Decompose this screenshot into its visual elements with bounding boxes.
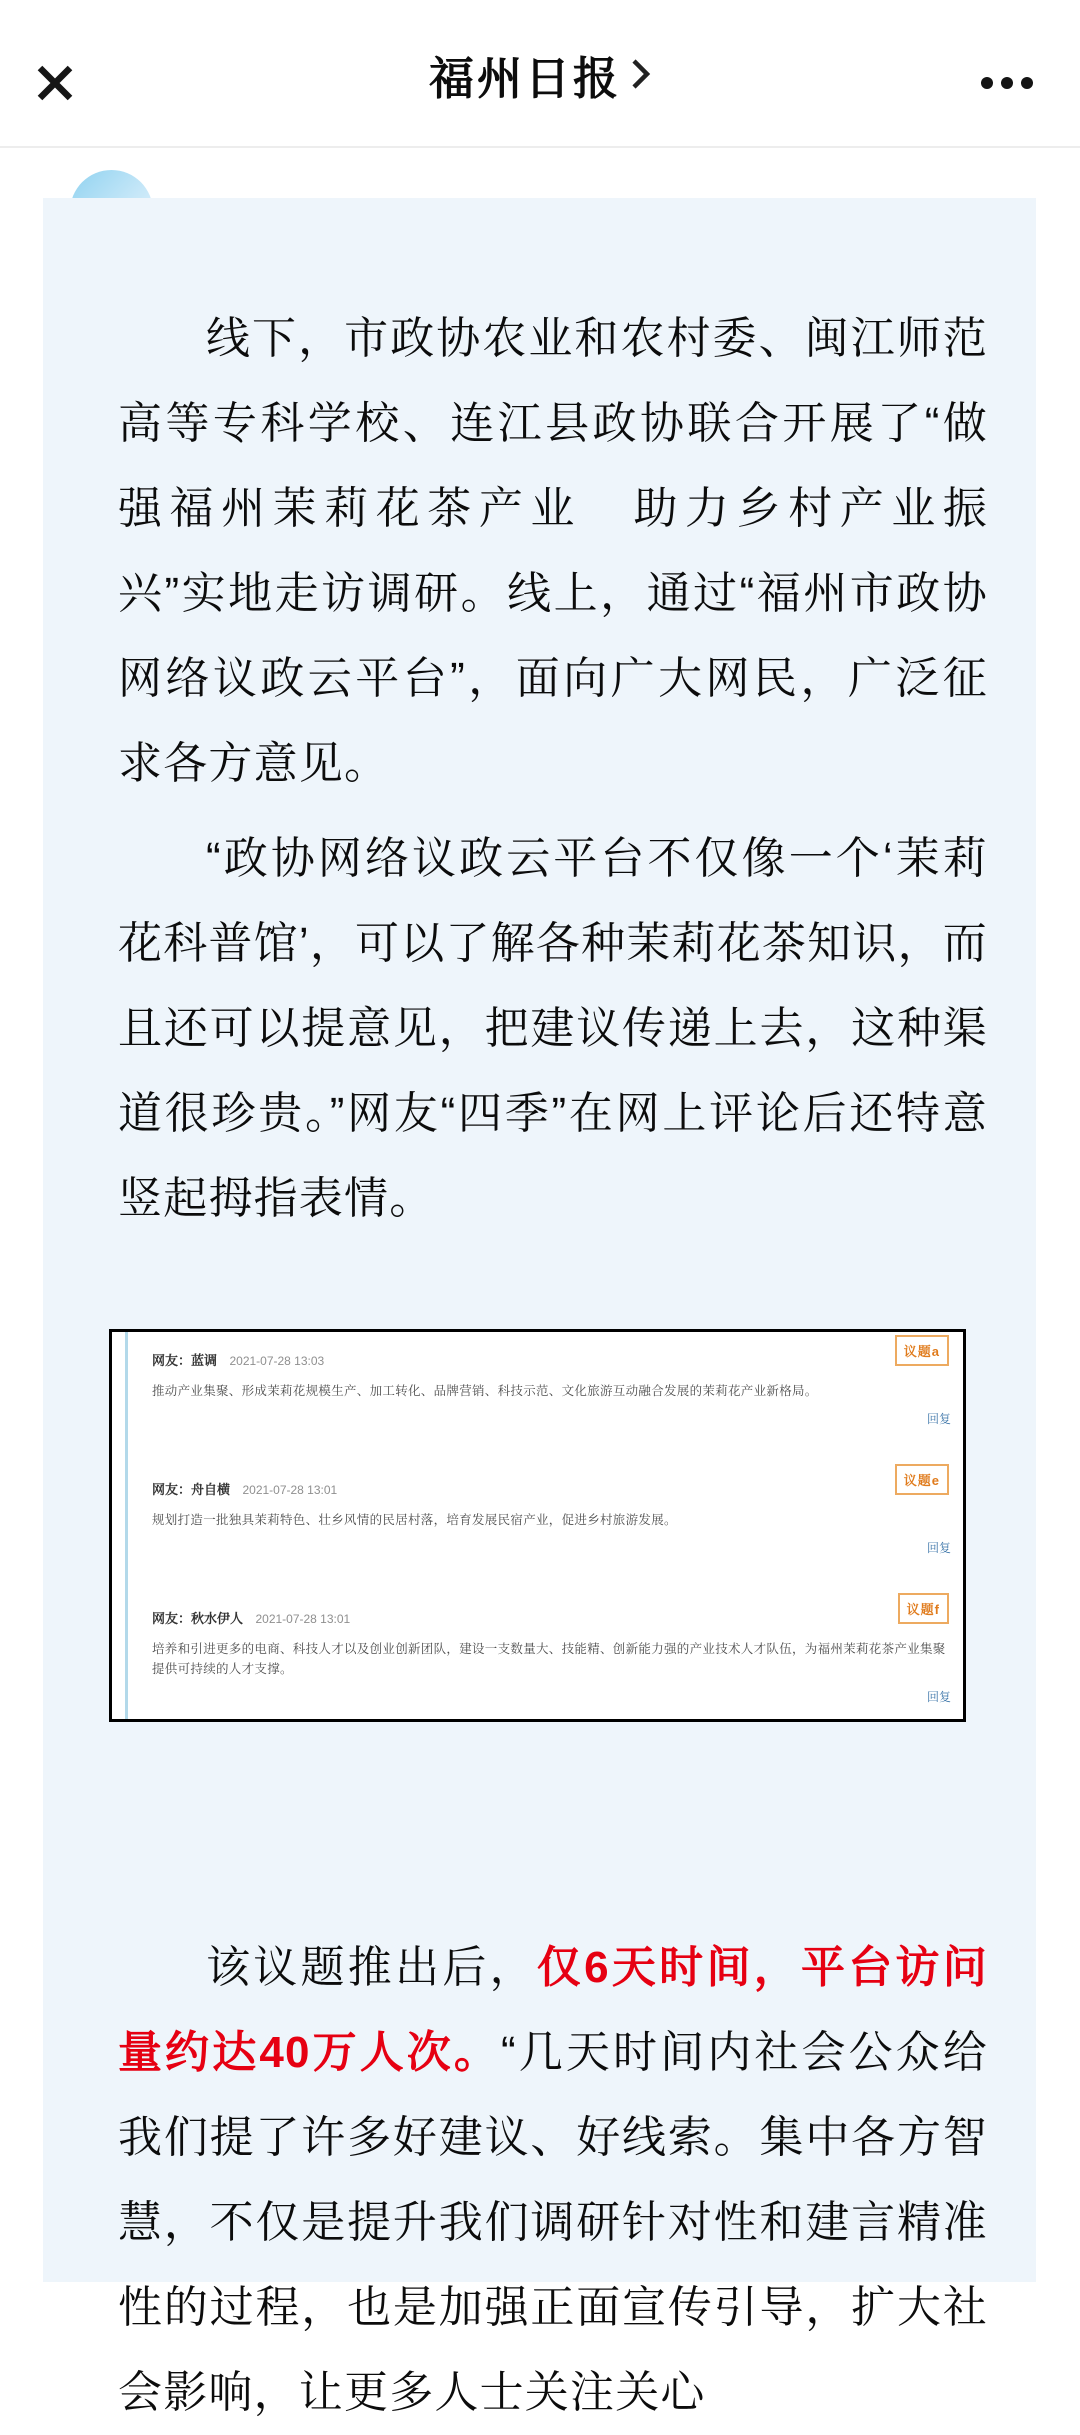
reply-link: 回复 [926,1541,951,1555]
paragraph-rest: “几天时间内社会公众给我们提了许多好建议、好线索。集中各方智慧，不仅是提升我们调研针对性和建言精准性的过程，也是加强正面宣传引导，扩大社会影响，让更多人士关注关心 [118,2028,988,2417]
highlighted-text: 仅6天时间，平台访问量约达40万人次。 [118,1943,988,2077]
comment-text: 培养和引进更多的电商、科技人才以及创业创新团队，建设一支数量大、技能精、创新能力强的产业技术人才队伍，为福州茉莉花茶产业集聚提供可持续的人才支撑。 [152,1642,946,1676]
reply-link: 回复 [926,1690,951,1704]
more-dot-icon [1001,77,1013,89]
comment-author: 网友：舟自横 [152,1482,231,1497]
article-panel [43,198,1036,2417]
topic-badge: 议题e [895,1464,949,1495]
more-dot-icon [981,77,993,89]
comments-screenshot-image[interactable] [109,1329,966,1722]
more-dot-icon [1021,77,1033,89]
chevron-right-icon [631,55,651,98]
comment-item [152,1473,951,1556]
comment-author: 网友：蓝调 [152,1353,218,1368]
paragraph [118,1925,988,2435]
comment-text: 规划打造一批独具茉莉特色、壮乡风情的民居村落，培育发展民宿产业，促进乡村旅游发展。 [152,1513,677,1527]
reply-link: 回复 [926,1412,951,1426]
comment-text: 推动产业集聚、形成茉莉花规模生产、加工转化、品牌营销、科技示范、文化旅游互动融合发展的茉莉花产业新格局。 [152,1384,818,1398]
paragraph: “政协网络议政云平台不仅像一个‘茉莉花科普馆’，可以了解各种茉莉花茶知识，而且还可以提意见，把建议传递上去，这种渠道很珍贵。”网友“四季”在网上评论后还特意竖起拇指表情。 [118,834,988,1223]
comment-timestamp: 2021-07-28 13:01 [242,1483,338,1497]
comment-header [152,1479,951,1499]
paragraph: 线下，市政协农业和农村委、闽江师范高等专科学校、连江县政协联合开展了“做强福州茉莉花茶产业 助力乡村产业振兴”实地走访调研。线上，通过“福州市政协网络议政云平台”，面向广大网民，广泛征求各方意见。 [118,314,988,788]
topic-badge: 议题f [898,1593,949,1624]
topic-badge: 议题a [895,1335,949,1366]
comment-header [152,1608,951,1628]
comment-item [152,1602,951,1705]
screenshot-accent-line [125,1332,128,1719]
comment-timestamp: 2021-07-28 13:01 [255,1612,351,1626]
comment-item [152,1344,951,1427]
comment-author: 网友：秋水伊人 [152,1611,244,1626]
comment-timestamp: 2021-07-28 13:03 [229,1354,325,1368]
paragraph-lead: 该议题推出后， [206,1943,537,1992]
article-body [43,198,1036,1241]
account-title-link[interactable] [0,0,1080,148]
comment-header [152,1350,951,1370]
article-body-continued [43,1722,1036,2435]
more-button[interactable] [981,77,1033,89]
top-bar [0,0,1080,148]
page-title: 福州日报 [428,52,621,104]
